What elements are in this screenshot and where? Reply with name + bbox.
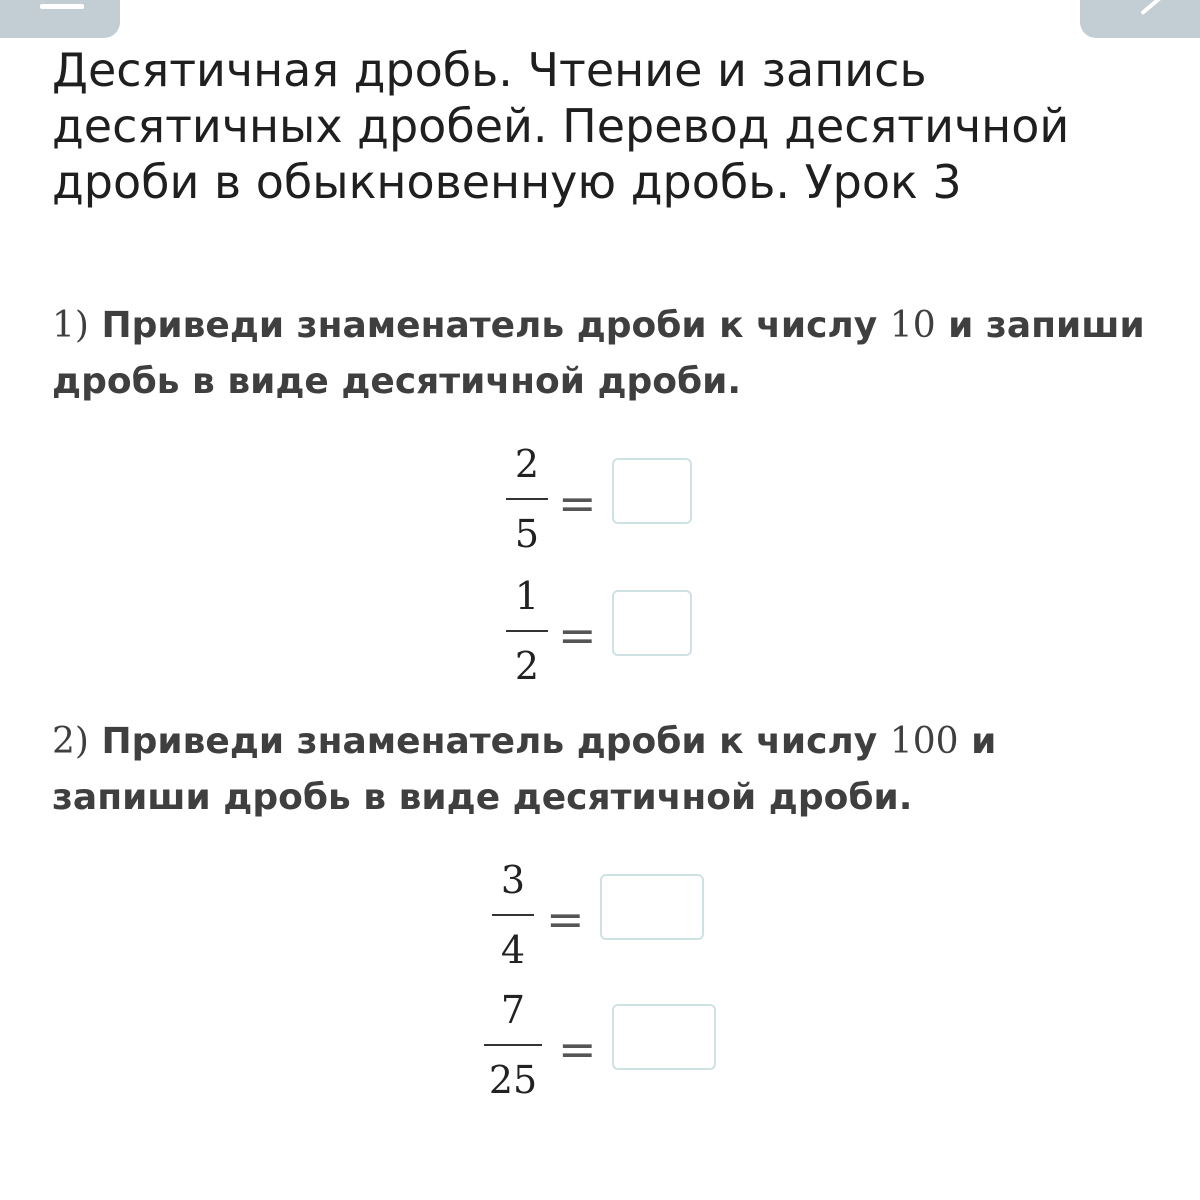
fraction-numerator: 7	[500, 988, 526, 1032]
task-1-text-after: и запиши дробь в виде десятичной дроби.	[52, 305, 1145, 402]
task-2-text-after: и запиши дробь в виде десятичной дроби.	[52, 721, 997, 818]
fraction-row	[478, 986, 728, 1102]
fraction-denominator: 5	[514, 512, 540, 556]
task-1-target: 10	[889, 305, 936, 346]
task-2-text-before: Приведи знаменатель дроби к числу	[101, 721, 878, 762]
fraction-numerator: 1	[514, 574, 540, 618]
fraction-bar	[506, 630, 548, 632]
fraction	[506, 440, 548, 558]
fraction-row	[478, 856, 718, 972]
fraction-bar	[506, 498, 548, 500]
fraction-row	[490, 440, 710, 556]
fraction	[484, 986, 542, 1104]
fraction-bar	[484, 1044, 542, 1046]
fraction-row	[490, 572, 710, 688]
menu-button[interactable]	[0, 0, 120, 38]
equals-sign: =	[546, 892, 585, 946]
answer-input[interactable]	[612, 458, 692, 524]
task-1-text-before: Приведи знаменатель дроби к числу	[101, 305, 878, 346]
fraction-numerator: 2	[514, 442, 540, 486]
task-2-number: 2)	[52, 721, 89, 762]
task-2-target: 100	[889, 721, 959, 762]
fraction-numerator: 3	[500, 858, 526, 902]
close-button[interactable]	[1080, 0, 1200, 38]
task-1-number: 1)	[52, 305, 89, 346]
equals-sign: =	[558, 1022, 597, 1076]
lesson-title: Десятичная дробь. Чтение и запись десятичных дробей. Перевод десятичной дроби в обыкновенную дробь. Урок 3	[52, 43, 1070, 209]
fraction-denominator: 25	[488, 1058, 538, 1102]
equals-sign: =	[558, 608, 597, 662]
answer-input[interactable]	[612, 1004, 716, 1070]
task-2-prompt	[52, 714, 1152, 826]
fraction	[492, 856, 534, 974]
task-1-prompt	[52, 298, 1152, 410]
fraction-denominator: 4	[500, 928, 526, 972]
equals-sign: =	[558, 476, 597, 530]
fraction-denominator: 2	[514, 644, 540, 688]
fraction	[506, 572, 548, 690]
answer-input[interactable]	[600, 874, 704, 940]
answer-input[interactable]	[612, 590, 692, 656]
fraction-bar	[492, 914, 534, 916]
